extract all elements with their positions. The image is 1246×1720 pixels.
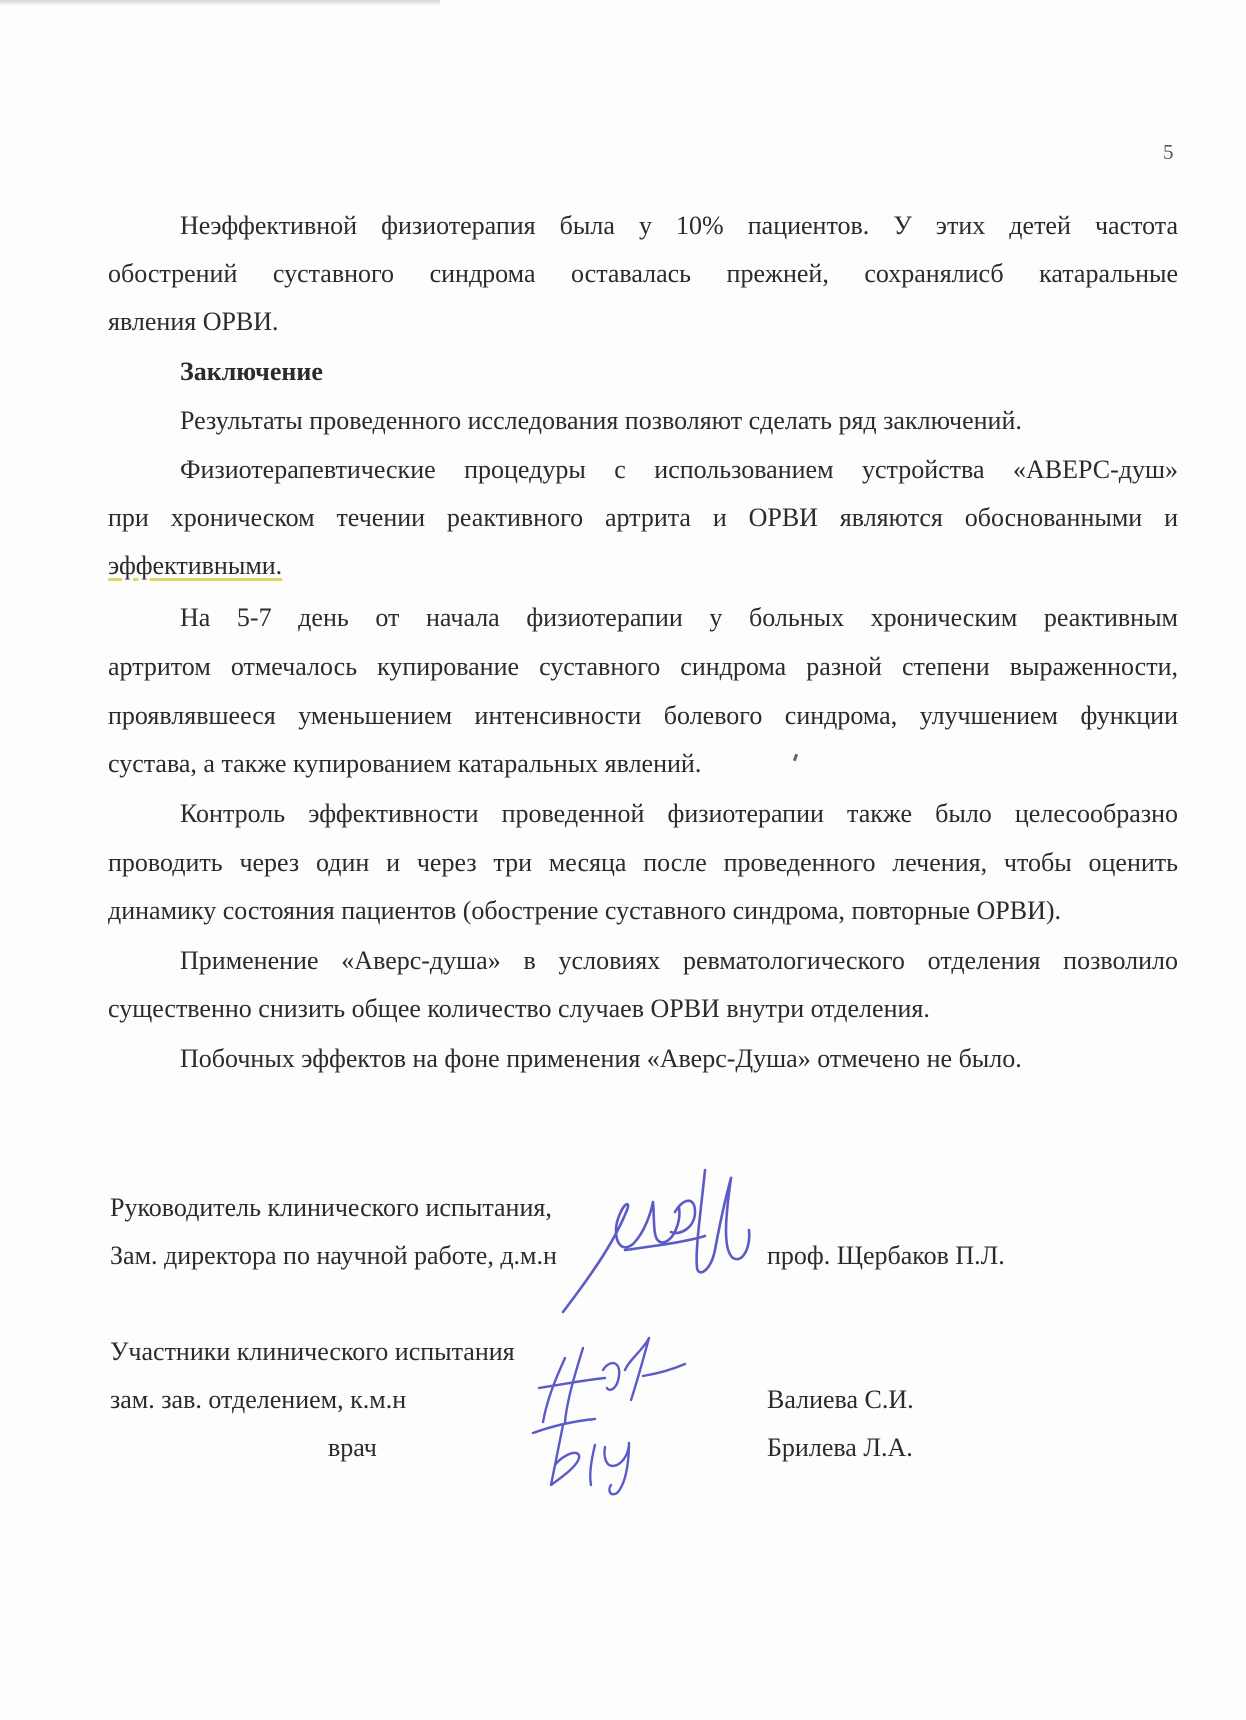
- person2-name: Брилева Л.А.: [767, 1433, 913, 1462]
- p6-line2: существенно снизить общее количество случаев ОРВИ внутри отделения.: [108, 994, 930, 1023]
- p4-line3: проявлявшееся уменьшением интенсивности болевого синдрома, улучшением функции: [108, 701, 1178, 730]
- page-number: 5: [1163, 140, 1174, 164]
- p5-line3: динамику состояния пациентов (обострение суставного синдрома, повторные ОРВИ).: [108, 896, 1061, 925]
- p2-line1: Результаты проведенного исследования позволяют сделать ряд заключений.: [180, 406, 1022, 435]
- head-name: проф. Щербаков П.Л.: [767, 1241, 1005, 1270]
- p4-line2: артритом отмечалось купирование суставного синдрома разной степени выраженности,: [108, 652, 1178, 681]
- head-role-line1: Руководитель клинического испытания,: [110, 1193, 552, 1222]
- person1-name: Валиева С.И.: [767, 1385, 914, 1414]
- head-role-line2: Зам. директора по научной работе, д.м.н: [110, 1241, 557, 1270]
- p3-line3: эффективными.: [108, 551, 283, 580]
- p1-line2: обострений суставного синдрома оставалась прежней, сохранялисб катаральные: [108, 259, 1178, 288]
- person1-role: зам. зав. отделением, к.м.н: [110, 1385, 407, 1414]
- p4-line4: сустава, а также купированием катаральных явлений.: [108, 749, 702, 778]
- p5-line1: Контроль эффективности проведенной физиотерапии также было целесообразно: [180, 799, 1178, 828]
- scan-dot: [793, 754, 798, 762]
- p5-line2: проводить через один и через три месяца после проведенного лечения, чтобы оценить: [108, 848, 1178, 877]
- person2-role: врач: [328, 1433, 377, 1462]
- p1-line3: явления ОРВИ.: [108, 307, 279, 336]
- scan-edge-shadow: [0, 0, 440, 6]
- p3-line2: при хроническом течении реактивного артрита и ОРВИ являются обоснованными и: [108, 503, 1178, 532]
- participants-heading: Участники клинического испытания: [110, 1337, 515, 1366]
- p1-line1: Неэффективной физиотерапия была у 10% пациентов. У этих детей частота: [180, 211, 1178, 240]
- handwritten-signature-head: [555, 1150, 785, 1320]
- p6-line1: Применение «Аверс-душа» в условиях ревматологического отделения позволило: [180, 946, 1178, 975]
- p3-line1: Физиотерапевтические процедуры с использованием устройства «АВЕРС-душ»: [180, 455, 1178, 484]
- p7-line1: Побочных эффектов на фоне применения «Аверс-Душа» отмечено не было.: [180, 1044, 1022, 1073]
- conclusion-heading: Заключение: [180, 357, 323, 386]
- handwritten-signature-brileva: [525, 1405, 675, 1500]
- p4-line1: На 5-7 день от начала физиотерапии у больных хроническим реактивным: [180, 603, 1178, 632]
